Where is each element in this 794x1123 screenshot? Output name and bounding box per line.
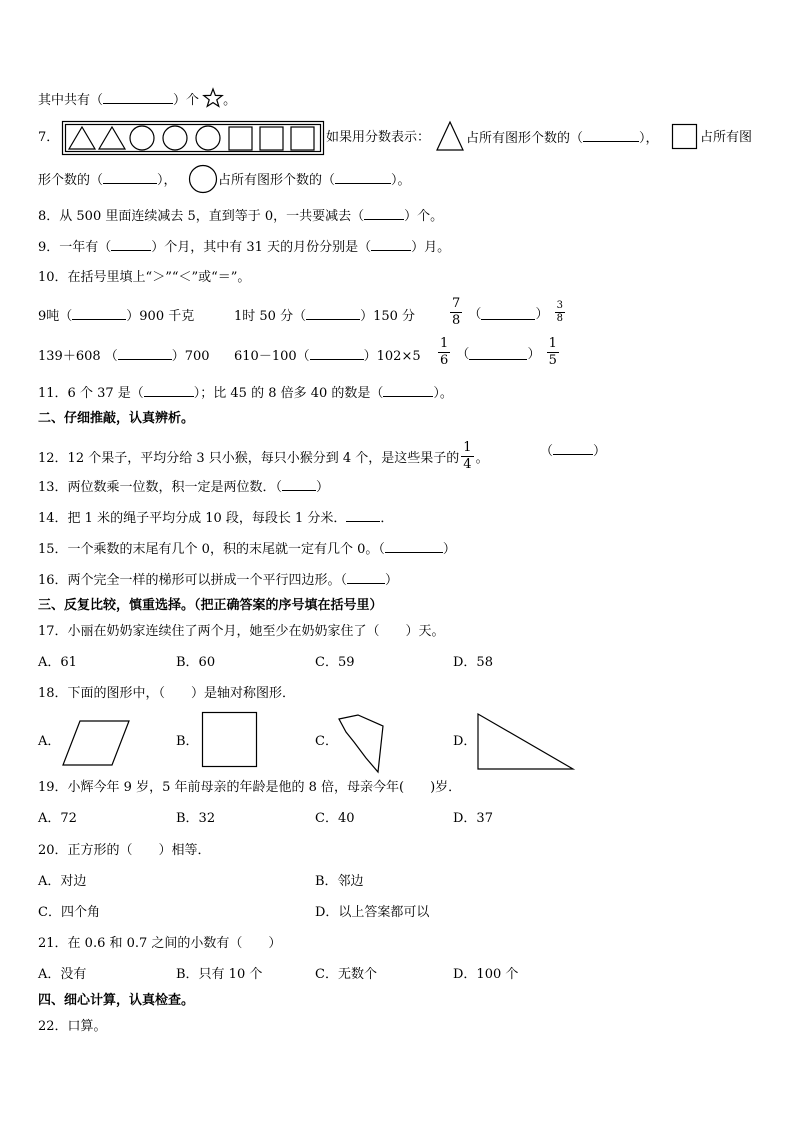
q19-option-a[interactable]: A．72 <box>38 811 77 826</box>
answer-blank[interactable] <box>111 237 151 251</box>
q18-option-d[interactable]: D． <box>453 734 477 749</box>
answer-blank[interactable] <box>103 90 173 104</box>
q18-option-a[interactable]: A． <box>38 734 61 749</box>
answer-blank[interactable] <box>469 346 527 360</box>
q20-option-c[interactable]: C．四个角 <box>38 905 100 920</box>
q22-line: 22．口算。 <box>38 1019 107 1034</box>
answer-blank[interactable] <box>310 346 364 360</box>
answer-blank[interactable] <box>553 441 593 455</box>
q7-line1: 如果用分数表示： <box>326 130 431 145</box>
right-triangle-shape <box>477 713 575 771</box>
answer-blank[interactable] <box>118 346 172 360</box>
parallelogram-shape <box>62 720 130 766</box>
q11-line: 11．6 个 37 是（ ）；比 45 的 8 倍多 40 的数是（ ）。 <box>38 383 453 404</box>
q7-number: 7． <box>38 130 60 145</box>
q14-line: 14．把 1 米的绳子平均分成 10 段，每段长 1 分米． ． <box>38 508 393 529</box>
q7-line2: 形个数的（ ）， <box>38 170 177 191</box>
q20-option-b[interactable]: B．邻边 <box>315 874 364 889</box>
irregular-shape <box>336 714 386 774</box>
q13-line: 13．两位数乘一位数，积一定是两位数．（ ） <box>38 477 329 498</box>
q10-a1: 9吨（ ）900 千克 <box>38 306 194 327</box>
q12-line: 12．12 个果子，平均分给 3 只小猴，每只小猴分到 4 个，是这些果子的 $\frac{1}{4}$ 。 <box>38 440 489 472</box>
q19-line: 19．小辉今年 9 岁，5 年前母亲的年龄是他的 8 倍，母亲今年( )岁． <box>38 780 462 795</box>
answer-blank[interactable] <box>72 306 126 320</box>
answer-blank[interactable] <box>371 237 411 251</box>
q7-line1c: 占所有图 <box>700 130 753 145</box>
answer-blank[interactable] <box>383 383 433 397</box>
answer-blank[interactable] <box>346 508 380 522</box>
q19-option-d[interactable]: D．37 <box>453 811 493 826</box>
square-shape <box>291 127 314 150</box>
q15-line: 15．一个乘数的末尾有几个 0，积的末尾就一定有几个 0。（ ） <box>38 539 456 560</box>
q17-option-c[interactable]: C．59 <box>315 655 355 670</box>
q7-line2b: 占所有图形个数的（ ）。 <box>218 170 411 191</box>
q10-b3: $\frac{1}{6}$ （ ） $\frac{1}{5}$ <box>440 336 557 368</box>
q10-b2: 610－100（ ）102×5 <box>234 346 421 367</box>
circle-shape <box>196 126 220 150</box>
square-shape <box>202 712 258 768</box>
triangle-shape <box>436 121 464 151</box>
q21-option-c[interactable]: C．无数个 <box>315 967 377 982</box>
q20-line: 20．正方形的（ ）相等． <box>38 843 211 858</box>
fraction: $\frac{1}{4}$ <box>463 440 472 472</box>
q17-option-d[interactable]: D．58 <box>453 655 493 670</box>
q17-option-a[interactable]: A．61 <box>38 655 77 670</box>
q19-option-c[interactable]: C．40 <box>315 811 355 826</box>
answer-blank[interactable] <box>144 383 194 397</box>
answer-blank[interactable] <box>306 306 360 320</box>
q16-line: 16．两个完全一样的梯形可以拼成一个平行四边形。（ ） <box>38 570 398 591</box>
q19-option-b[interactable]: B．32 <box>176 811 216 826</box>
circle-shape <box>163 126 187 150</box>
answer-blank[interactable] <box>481 306 535 320</box>
answer-blank[interactable] <box>103 170 157 184</box>
fraction: $\frac{1}{6}$ <box>440 336 449 368</box>
answer-blank[interactable] <box>583 128 639 142</box>
q6-tail-line: 其中共有（ ）个 。 <box>38 88 236 111</box>
q17-option-b[interactable]: B．60 <box>176 655 216 670</box>
answer-blank[interactable] <box>282 477 316 491</box>
q18-option-c[interactable]: C． <box>315 734 338 749</box>
q7-shape-box <box>62 121 324 155</box>
q17-line: 17．小丽在奶奶家连续住了两个月，她至少在奶奶家住了（ ）天。 <box>38 624 445 639</box>
q18-option-b[interactable]: B． <box>176 734 199 749</box>
q21-option-d[interactable]: D．100 个 <box>453 967 519 982</box>
q18-line: 18．下面的图形中，（ ）是轴对称图形． <box>38 686 296 701</box>
q8-line: 8．从 500 里面连续减去 5，直到等于 0，一共要减去（ ）个。 <box>38 206 443 227</box>
star-outline-icon <box>203 88 223 108</box>
q10-b1: 139＋608 （ ）700 <box>38 346 210 367</box>
answer-blank[interactable] <box>364 206 404 220</box>
section-3-heading: 三、反复比较，慎重选择。（把正确答案的序号填在括号里） <box>38 598 383 613</box>
q21-line: 21．在 0.6 和 0.7 之间的小数有（ ） <box>38 936 282 951</box>
square-shape <box>229 127 252 150</box>
triangle-shape <box>99 127 125 149</box>
q21-option-a[interactable]: A．没有 <box>38 967 87 982</box>
fraction: $\frac{1}{5}$ <box>548 336 557 368</box>
q9-line: 9．一年有（ ）个月，其中有 31 天的月份分别是（ ）月。 <box>38 237 450 258</box>
q7-line1b: 占所有图形个数的（ ）， <box>466 128 659 149</box>
q21-option-b[interactable]: B．只有 10 个 <box>176 967 263 982</box>
answer-blank[interactable] <box>385 539 443 553</box>
square-shape <box>260 127 283 150</box>
circle-shape <box>188 164 218 194</box>
q10-line: 10．在括号里填上“＞”“＜”或“＝”。 <box>38 270 251 285</box>
answer-blank[interactable] <box>335 170 391 184</box>
section-2-heading: 二、仔细推敲，认真辨析。 <box>38 411 195 426</box>
answer-blank[interactable] <box>347 570 385 584</box>
q10-a3: $\frac{7}{8}$ （ ） $\frac{3}{8}$ <box>452 296 563 328</box>
q10-a2: 1时 50 分（ ）150 分 <box>234 306 415 327</box>
q20-option-a[interactable]: A．对边 <box>38 874 87 889</box>
square-shape <box>672 124 698 150</box>
fraction: $\frac{7}{8}$ <box>452 296 461 328</box>
triangle-shape <box>69 127 95 149</box>
section-4-heading: 四、细心计算，认真检查。 <box>38 993 195 1008</box>
q12-answer: （ ） <box>540 441 606 462</box>
fraction: $\frac{3}{8}$ <box>556 300 563 324</box>
circle-shape <box>130 126 154 150</box>
q20-option-d[interactable]: D．以上答案都可以 <box>315 905 430 920</box>
